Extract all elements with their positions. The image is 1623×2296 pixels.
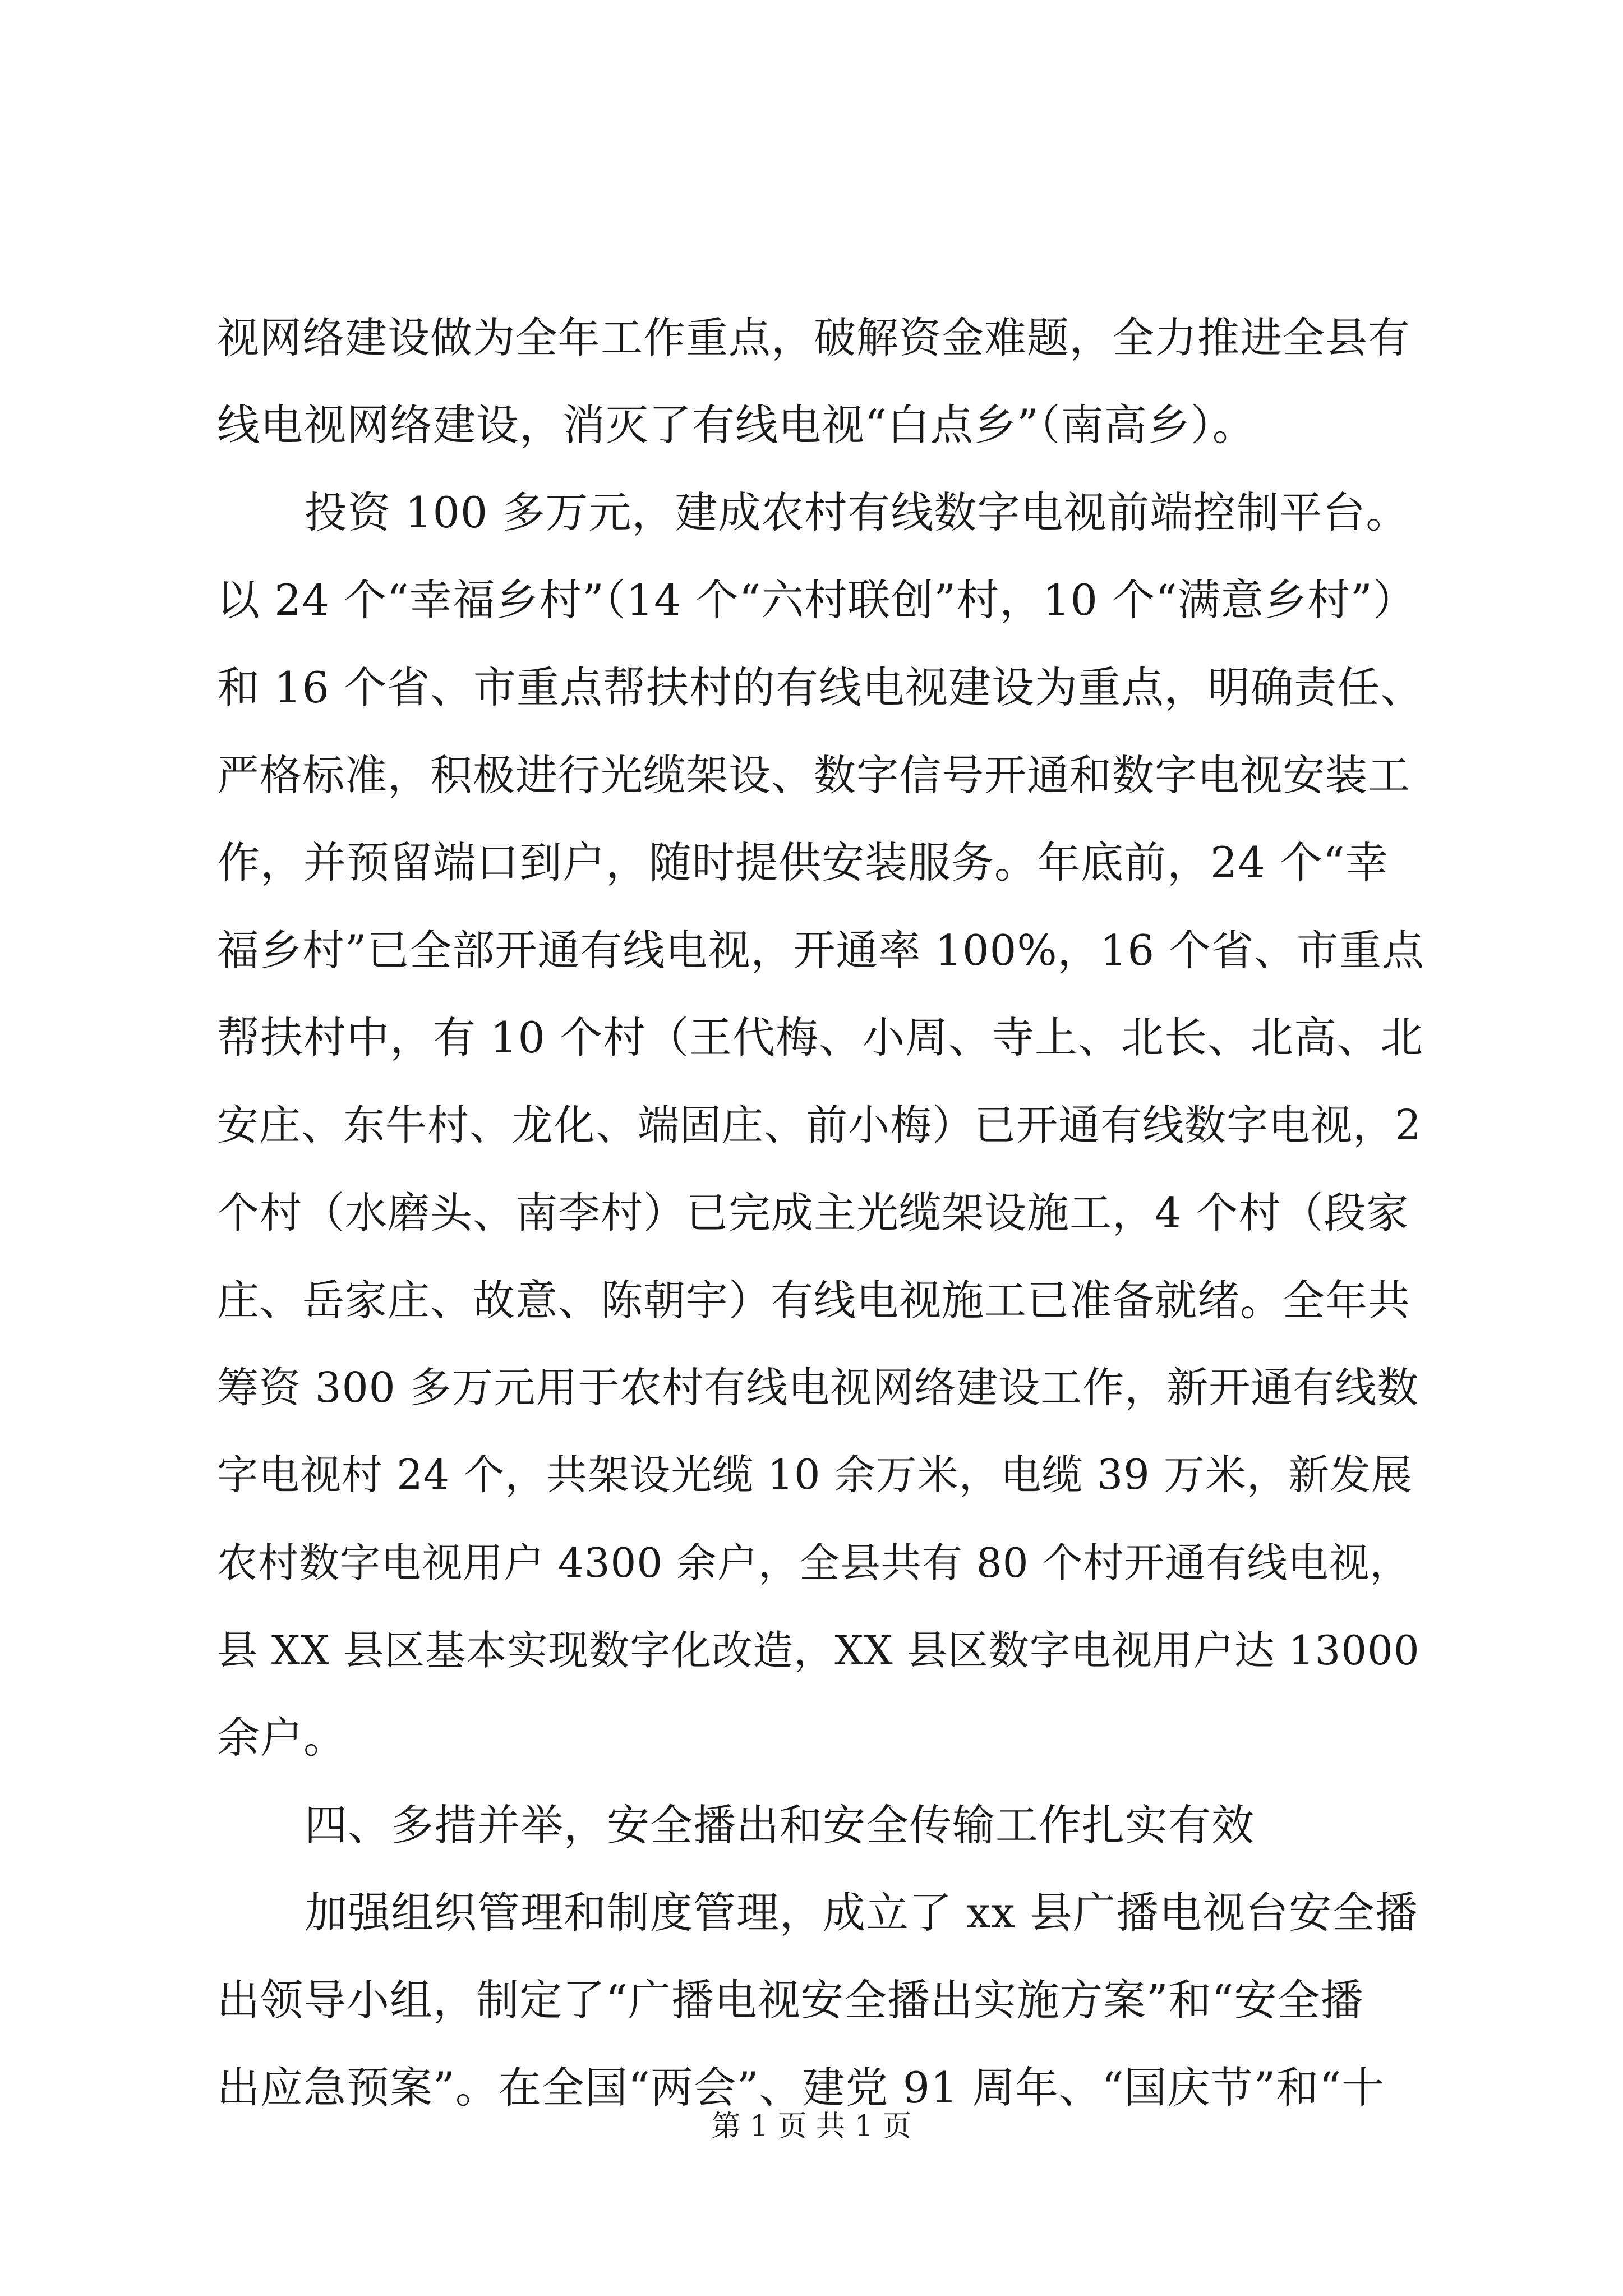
body-text-line: 农村数字电视用户 4300 余户，全县共有 80 个村开通有线电视， <box>217 1539 1411 1586</box>
paragraph-start-line: 加强组织管理和制度管理，成立了 xx 县广播电视台安全播 <box>305 1888 1419 1938</box>
body-text-line: 个村（水磨头、南李村）已完成主光缆架设施工，4 个村（段家 <box>217 1188 1409 1237</box>
body-text-line: 作，并预留端口到户，随时提供安装服务。年底前，24 个“幸 <box>217 838 1389 887</box>
body-text-line: 筹资 300 多万元用于农村有线电视网络建设工作，新开通有线数 <box>217 1364 1419 1412</box>
body-text-line: 福乡村”已全部开通有线电视，开通率 100%，16 个省、市重点 <box>217 926 1424 975</box>
body-text-line: 以 24 个“幸福乡村”（14 个“六村联创”村，10 个“满意乡村”） <box>217 575 1416 625</box>
body-text-line: 线电视网络建设，消灭了有线电视“白点乡”（南高乡）。 <box>217 400 1256 450</box>
body-text-line: 余户。 <box>217 1713 347 1763</box>
body-text-line: 帮扶村中，有 10 个村（王代梅、小周、寺上、北长、北高、北 <box>217 1013 1424 1062</box>
section-heading: 四、多措并举，安全播出和安全传输工作扎实有效 <box>305 1800 1255 1850</box>
body-text-line: 县 XX 县区基本实现数字化改造，XX 县区数字电视用户达 13000 <box>217 1627 1420 1674</box>
body-text-line: 出领导小组，制定了“广播电视安全播出实施方案”和“安全播 <box>217 1975 1364 2025</box>
body-text-line: 严格标准，积极进行光缆架设、数字信号开通和数字电视安装工 <box>217 751 1411 800</box>
body-text-line: 字电视村 24 个，共架设光缆 10 余万米，电缆 39 万米，新发展 <box>217 1451 1413 1499</box>
body-text-line: 庄、岳家庄、故意、陈朝宇）有线电视施工已准备就绪。全年共 <box>217 1276 1411 1325</box>
body-text-line: 出应急预案”。在全国“两会”、建党 91 周年、“国庆节”和“十 <box>217 2063 1385 2113</box>
paragraph-start-line: 投资 100 多万元，建成农村有线数字电视前端控制平台。 <box>305 487 1409 537</box>
page-number-footer: 第 1 页 共 1 页 <box>711 2110 912 2143</box>
body-text-line: 安庄、东牛村、龙化、端固庄、前小梅）已开通有线数字电视，2 <box>217 1101 1422 1149</box>
body-text-line: 和 16 个省、市重点帮扶村的有线电视建设为重点，明确责任、 <box>217 662 1424 712</box>
body-text-line: 视网络建设做为全年工作重点，破解资金难题，全力推进全县有 <box>217 313 1411 362</box>
